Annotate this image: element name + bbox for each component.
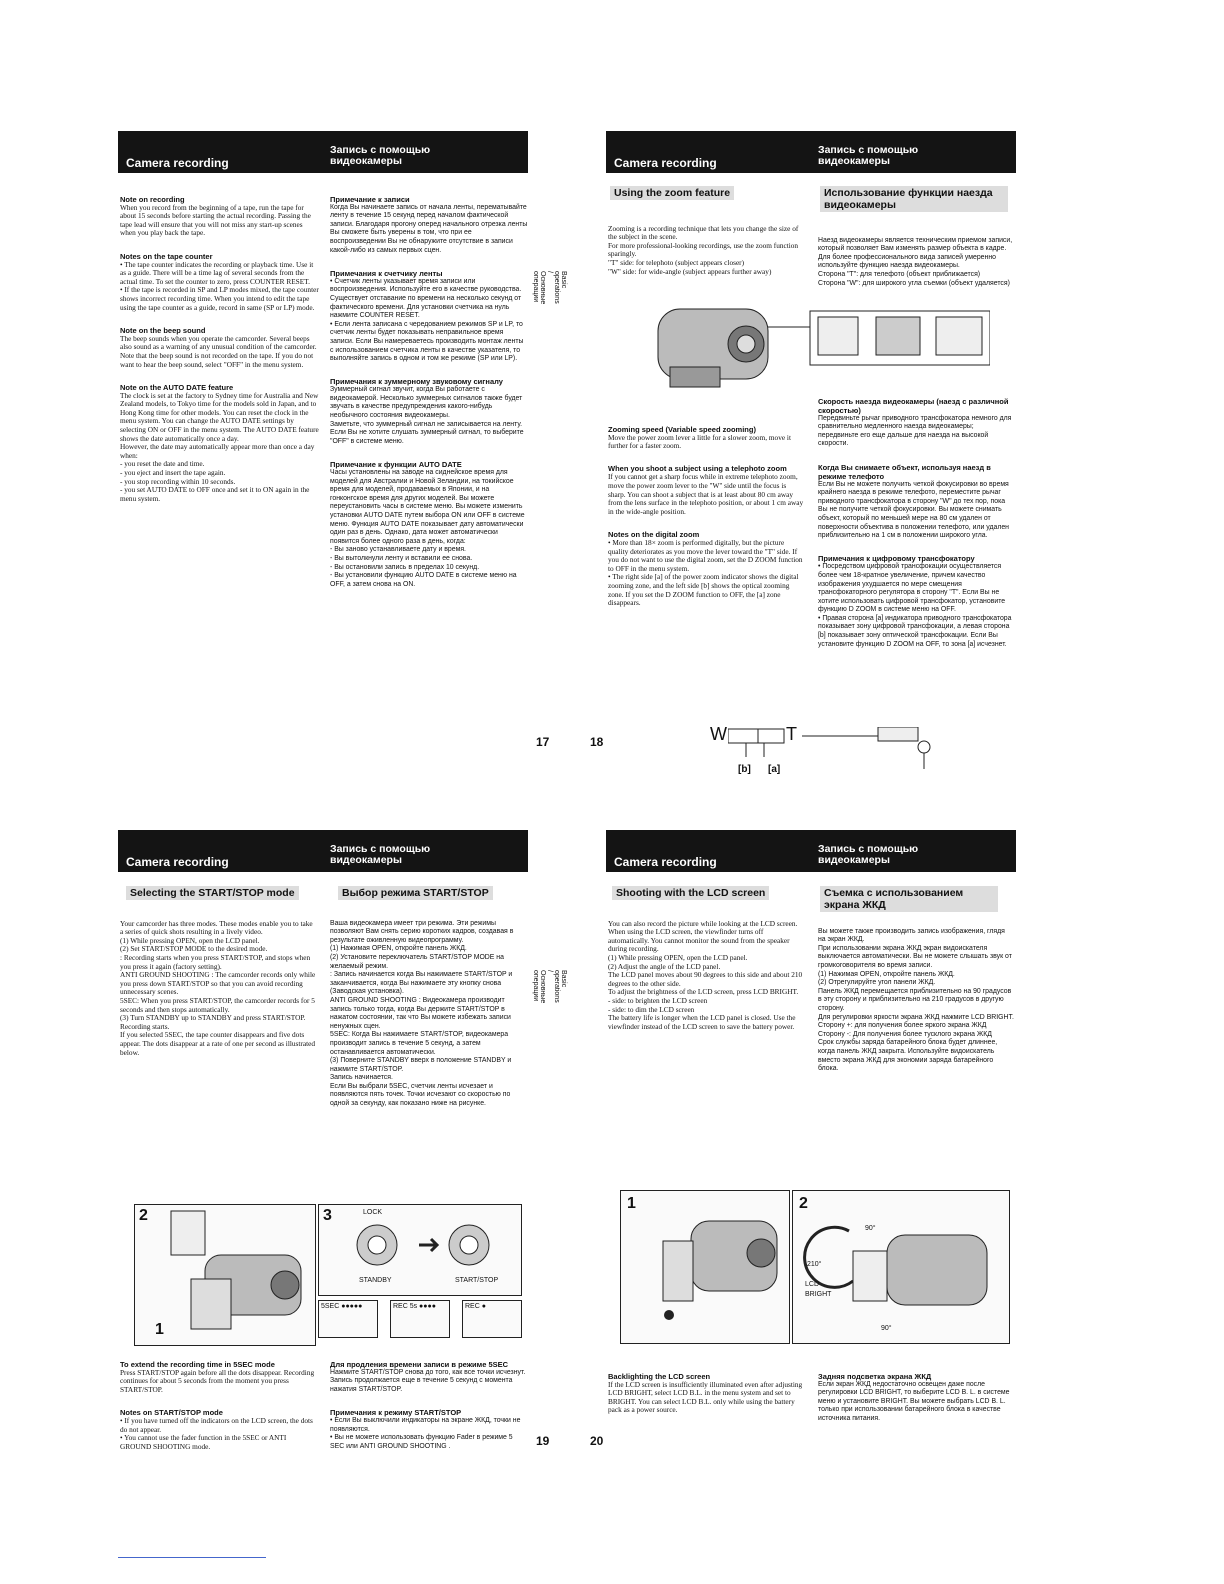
section-text: Зуммерный сигнал звучит, когда Вы работаете с видеокамерой. Несколько зуммерных сигналов также будет звучать в качестве предупреждения какого-нибудь необычного состояния видеокамеры. Заметьте, что зуммерный сигнал не записывается на ленту. Если Вы не хотите слушать зуммерный сигнал, то выберите "OFF" в системе меню. — [330, 386, 524, 445]
section-text: The clock is set at the factory to Sydney time for Australia and New Zealand models, to Tokyo time for the models sold in Japan, and to Hong Kong time for other models. You can reset the clock in the menu system. You can change the AUTO DATE settings by selecting ON or OFF in the menu system. The AUTO DATE feature shows the date automatically once a day. However, the date may automatically appear more than once a day when: - you reset the date and time. - you eject and insert the tape again. - you stop recording within 10 seconds. - you set AUTO DATE to OFF once and set it to ON again in the menu system. — [120, 390, 319, 503]
english-column — [120, 181, 320, 512]
lock-label: LOCK — [363, 1209, 383, 1216]
note-beep — [120, 326, 320, 369]
page-header — [118, 131, 528, 173]
section-text: Нажмите START/STOP снова до того, как все точки исчезнут. Запись продолжается еще в течение 5 секунд с момента нажатия START/STOP. — [330, 1368, 526, 1393]
section-text: You can also record the picture while looking at the LCD screen. When using the LCD screen, the viewfinder turns off automatically. You cannot monitor the sound from the speaker during recording. (1) While pressing OPEN, open the LCD panel. (2) Adjust the angle of the LCD panel. The LCD panel moves about 90 degrees to this side and about 210 degrees to the other side. To adjust the brightness of the LCD screen, press LCD BRIGHT. - side: to brighten the LCD screen - side: to dim the LCD screen The battery life is longer when the LCD panel is closed. Use the viewfinder instead of the LCD screen to save the battery power. — [608, 918, 803, 1031]
english-column — [608, 906, 804, 1040]
zoom-t-label: T — [786, 724, 797, 744]
section-text: When you record from the beginning of a tape, run the tape for about 15 seconds before starting the actual recording. Passing the tape lead will ensure that you will not miss any start-up scenes when you play back the tape. — [120, 202, 311, 238]
english-notes — [120, 1346, 316, 1460]
page-number: 17 — [536, 735, 550, 749]
section-heading: Для продления времени записи в режиме 5SEC — [330, 1359, 509, 1369]
page-header — [606, 131, 1016, 173]
zoom-speed — [608, 425, 804, 451]
header-title-ru: Запись с помощью видеокамеры — [330, 144, 431, 167]
telephoto-note-ru — [818, 463, 1014, 541]
figure-2-mode-switch — [134, 1204, 316, 1346]
russian-notes — [330, 1346, 526, 1460]
section-text: Press START/STOP again before all the dots disappear. Recording continues for about 5 seconds from the moment you press START/STOP. — [120, 1367, 315, 1394]
header-title-en: Camera recording — [126, 156, 229, 170]
side-tab: Basic operations / Основные операции — [532, 970, 567, 1004]
section-heading: Примечания к счетчику ленты — [330, 268, 443, 278]
digital-zoom-notes-ru — [818, 554, 1014, 649]
header-title-en: Camera recording — [126, 855, 229, 869]
rec-indicator-1 — [318, 1300, 378, 1338]
header-title-ru: Запись с помощью видеокамеры — [818, 144, 919, 167]
lcd-label: LCD — [805, 1281, 820, 1288]
section-heading: Примечания к цифровому трансфокатору — [818, 554, 975, 564]
section-heading: Примечания к зуммерному звуковому сигналу — [330, 377, 503, 387]
page-number: 20 — [590, 1434, 604, 1448]
section-heading: To extend the recording time in 5SEC mode — [120, 1359, 275, 1369]
extend-recording — [120, 1360, 316, 1395]
startstop-notes-ru — [330, 1408, 526, 1451]
backlight-section-ru — [818, 1372, 1014, 1424]
section-text: Если Вы не можете получить четкой фокусировки во время крайнего наезда в режиме телефото, переместите рычаг приводного трансфокатора в сторону "W" до тех пор, пока Вы не получите четкой фокусировки. Вы можете снимать объект, который по меньшей мере на 80 см удален от поверхности объектива в положении телефото, или удален приблизительно на 1 см в положении широкого угла. — [818, 480, 1009, 540]
page-number: 19 — [536, 1434, 550, 1448]
section-heading: Скорость наезда видеокамеры (наезд с различной скоростью) — [818, 396, 1009, 415]
standby-label: STANDBY — [359, 1277, 392, 1284]
section-text: Когда Вы начинаете запись от начала ленты, перематывайте ленту в течение 15 секунд перед началом фактической записи. Благодаря прогону оперед начального отрезка ленты Вы сможете быть уверены в том, что при ее воспроизведении Вы не обнаружите отсутствие в записи какой-либо из самых первых сцен. — [330, 203, 528, 254]
backlight-section — [608, 1372, 804, 1415]
note-recording — [120, 195, 320, 238]
figure-1-open-lcd — [620, 1190, 790, 1344]
lcd-intro — [608, 920, 804, 1032]
rec-indicator-3 — [462, 1300, 522, 1338]
section-heading: Notes on the tape counter — [120, 251, 213, 261]
header-title-ru: Запись с помощью видеокамеры — [330, 843, 431, 866]
figure-3-standby-switch — [318, 1204, 522, 1296]
extend-recording-ru — [330, 1360, 526, 1395]
angle-90-top: 90° — [865, 1225, 876, 1232]
figure-number: 1 — [155, 1321, 164, 1338]
section-text: • If you have turned off the indicators on the LCD screen, the dots do not appear. • You cannot use the fader function in the 5SEC or ANTI GROUND SHOOTING mode. — [120, 1415, 313, 1451]
english-column — [120, 906, 316, 1066]
section-heading: Примечания к режиму START/STOP — [330, 1407, 462, 1417]
russian-column — [818, 383, 1014, 658]
note-auto-date — [120, 383, 320, 504]
section-text: Наезд видеокамеры является техническим приемом записи, который позволяет Вам изменять размер объекта в кадре. Для более профессионального вида записей умеренно используйте функцию наезда видеокамеры. Сторона "T": для телефото (объект приближается) Сторона "W": для широкого угла съемки (объект удаляется) — [818, 236, 1013, 287]
section-heading: Backlighting the LCD screen — [608, 1371, 711, 1381]
section-text: Часы установлены на заводе на сиднейское время для моделей для Австралии и Новой Зеландии, на токийское время для моделей, продаваемых в Японии, и на гонконгское время для других моделей. Вы можете переустановить часы в системе меню. Вы можете изменить установки AUTO DATE путем выбора ON или OFF в системе меню. Функция AUTO DATE показывает дату автоматически один раз в день. Однако, дата может автоматически появится более одного раза в день, когда: - Вы заново устанавливаете дату и время. - Вы вытолкнули ленту и вставили ее снова. - Вы остановили запись в пределах 10 секунд. - Вы установили функцию AUTO DATE в системе меню на OFF, а затем снова на ON. — [330, 469, 525, 588]
footer-underline — [118, 1557, 266, 1558]
header-title-en: Camera recording — [614, 156, 717, 170]
note-tape-counter — [120, 252, 320, 313]
russian-backlight — [818, 1358, 1014, 1432]
section-heading: Примечание к функции AUTO DATE — [330, 460, 462, 470]
figure-number: 2 — [799, 1195, 808, 1212]
section-text: Ваша видеокамера имеет три режима. Эти режимы позволяют Вам снять серию коротких кадров, создавая в результате оживленную видеопрограмму. (1) Нажимая OPEN, откройте панель ЖКД. (2) Установите переключатель START/STOP MODE на желаемый режим. : Запись начинается когда Вы нажимаете START/STOP и заканчивается, когда Вы нажимаете эту кнопку снова (Заводская установка). ANTI GROUND SHOOTING : Видеокамера производит запись только тогда, когда Вы держите START/STOP в нажатом состоянии, так что Вы можете избежать записи ненужных сцен. 5SEC: Когда Вы нажимаете START/STOP, видеокамера производит запись в течение 5 секунд, а затем останавливается автоматически. (3) Поверните STANDBY вверх в положение STANDBY и нажмите START/STOP. Запись начинается. Если Вы выбрали 5SEC, счетчик ленты исчезает и появляются пять точек. Точки исчезают со скоростью по одной за секунду, как показано ниже на рисунке. — [330, 919, 514, 1108]
page-header — [606, 830, 1016, 872]
header-title-en: Camera recording — [614, 855, 717, 869]
section-text: Вы можете также производить запись изображения, глядя на экран ЖКД. При использовании экрана ЖКД экран видоискателя выключается автоматически. Вы не можете слышать звук от громкоговорителя во время записи. (1) Нажимая OPEN, откройте панель ЖКД. (2) Отрегулируйте угол панели ЖКД. Панель ЖКД перемещается приблизительно на 90 градусов в эту сторону и приблизительно на 210 градусов в другую сторону. Для регулировки яркости экрана ЖКД нажмите LCD BRIGHT. Сторону +: для получения более яркого экрана ЖКД Сторону -: Для получения более тусклого экрана ЖКД Срок службы заряда батарейного блока будет длиннее, когда панель ЖКД закрыта. Используйте видоискатель вместо экрана ЖКД для экономии заряда батарейного блока. — [818, 927, 1014, 1073]
topic-title-en: Using the zoom feature — [610, 186, 734, 200]
english-backlight — [608, 1358, 804, 1424]
section-heading: Note on the AUTO DATE feature — [120, 382, 234, 392]
zoom-speed-ru — [818, 397, 1014, 449]
section-heading: When you shoot a subject using a telephoto zoom — [608, 464, 787, 474]
lcd-intro-ru — [818, 928, 1014, 1074]
header-title-ru: Запись с помощью видеокамеры — [818, 843, 919, 866]
indicator-text: REC 5s ●●●● — [393, 1303, 436, 1310]
section-text: Move the power zoom lever a little for a slower zoom, move it further for a faster zoom. — [608, 432, 791, 451]
section-text: • Счетчик ленты указывает время записи или воспроизведения. Используйте его в качестве руководства. Существует отставание по времени на несколько секунд от фактического времени. Для установки счетчика на нуль нажмите COUNTER RESET. • Если лента записана с чередованием режимов SP и LP, то счетчик ленты будет показывать неправильное время записи. Если Вы намереваетесь производить монтаж ленты с использованием счетчика ленты в качестве указателя, то выполняйте запись в одном и том же режиме (SP или LP). — [330, 277, 524, 363]
zoom-intro-ru — [818, 237, 1014, 289]
section-text: • Если Вы выключили индикаторы на экране ЖКД, точки не появляются. • Вы не можете использовать функцию Fader в режиме 5 SEC или ANTI GROUND SHOOTING . — [330, 1416, 521, 1450]
section-text: • The tape counter indicates the recording or playback time. Use it as a guide. There will be a time lag of several seconds from the actual time. To set the counter to zero, press COUNTER RESET. • If the tape is recorded in SP and LP modes mixed, the tape counter shows incorrect recording time. When you intend to edit the tape using the tape counter as a guide, record in same (SP or LP) mode. — [120, 259, 319, 312]
section-heading: Примечание к записи — [330, 194, 410, 204]
section-heading: Notes on START/STOP mode — [120, 1407, 223, 1417]
section-text: If the LCD screen is insufficiently illuminated even after adjusting LCD BRIGHT, select LCD B.L. in the menu system and set to BRIGHT. You can select LCD B.L. only while using the battery pack as a power source. — [608, 1379, 803, 1415]
topic-title-ru: Выбор режима START/STOP — [338, 886, 493, 900]
angle-90-bottom: 90° — [881, 1325, 892, 1332]
figure-2-adjust-lcd — [792, 1190, 1010, 1344]
zoom-b-label: [b] — [738, 764, 751, 775]
angle-210: 210° — [807, 1261, 822, 1268]
side-tab: Basic operations / Основные операции — [532, 271, 567, 305]
figure-number: 2 — [139, 1207, 148, 1224]
section-text: Zooming is a recording technique that lets you change the size of the subject in the scene. For more professional-looking recordings, use the zoom function sparingly. "T" side: for telephoto (subject appears closer) "W" side: for wide-angle (subject appears further away) — [608, 223, 799, 276]
digital-zoom-notes — [608, 530, 804, 608]
zoom-w-label: W — [710, 724, 727, 744]
section-text: Передвиньте рычаг приводного трансфокатора немного для сравнительно медленного наезда видеокамеры; передвиньте его еще дальше для наезда на высокой скорости. — [818, 414, 1012, 448]
section-text: The beep sounds when you operate the camcorder. Several beeps also sound as a warning of any unusual condition of the camcorder. Note that the beep sound is not recorded on the tape. If you do not want to hear the beep sound, select "OFF" in the menu system. — [120, 333, 317, 369]
section-text: Если экран ЖКД недостаточно освещен даже после регулировки LCD BRIGHT, то выберите LCD B. L. в системе меню и установите BRIGHT. Вы можете выбрать LCD B. L. только при использовании батарейного блока в качестве источника питания. — [818, 1380, 1010, 1422]
section-heading: Note on the beep sound — [120, 325, 206, 335]
note-auto-date-ru — [330, 460, 528, 589]
startstop-intro — [120, 920, 316, 1058]
section-heading: Zooming speed (Variable speed zooming) — [608, 424, 756, 434]
startstop-notes — [120, 1408, 316, 1451]
rec-indicator-2 — [390, 1300, 450, 1338]
russian-column — [330, 181, 528, 598]
english-intro — [608, 211, 804, 285]
topic-title-en: Selecting the START/STOP mode — [126, 886, 299, 900]
page-header — [118, 830, 528, 872]
camcorder-drawing — [621, 1191, 789, 1343]
section-heading: Notes on the digital zoom — [608, 529, 700, 539]
startstop-label: START/STOP — [455, 1277, 499, 1284]
zoom-intro — [608, 225, 804, 277]
startstop-intro-ru — [330, 920, 526, 1109]
english-column — [608, 411, 804, 616]
section-heading: Когда Вы снимаете объект, используя наезд в режиме телефото — [818, 462, 991, 481]
note-tape-counter-ru — [330, 269, 528, 364]
topic-title-ru: Использование функции наезда видеокамеры — [820, 186, 1008, 212]
russian-intro — [818, 223, 1014, 297]
indicator-text: 5SEC ●●●●● — [321, 1303, 363, 1310]
zoom-a-label: [a] — [768, 764, 781, 775]
section-text: • More than 18× zoom is performed digitally, but the picture quality deteriorates as you move the lever toward the "T" side. If you do not want to use the digital zoom, set the D ZOOM function to OFF in the menu system. • The right side [a] of the power zoom indicator shows the digital zooming zone, and the left side [b] shows the optical zooming zone. If you set the D ZOOM function to OFF, the [a] zone disappears. — [608, 537, 803, 608]
indicator-text: REC ● — [465, 1303, 486, 1310]
topic-title-ru: Съемка с использованием экрана ЖКД — [820, 886, 998, 912]
page-number: 18 — [590, 735, 604, 749]
figure-number: 1 — [627, 1195, 636, 1212]
bright-label: BRIGHT — [805, 1291, 832, 1298]
section-text: Your camcorder has three modes. These modes enable you to take a series of quick shots resulting in a lively video. (1) While pressing OPEN, open the LCD panel. (2) Set START/STOP MODE to the desired mode. : Recording starts when you press START/STOP, and stops when you press it again (factory setting). ANTI GROUND SHOOTING : The camcorder records only while you press down START/STOP so that you can avoid recording unnecessary scenes. 5SEC: When you press START/STOP, the camcorder records for 5 seconds and then stops automatically. (3) Turn STANDBY up to STANDBY and press START/STOP. Recording starts. If you selected 5SEC, the tape counter disappears and five dots appear. The dots disappear at a rate of one per second as illustrated below. — [120, 918, 316, 1057]
topic-title-en: Shooting with the LCD screen — [612, 886, 769, 900]
lcd-rotation-drawing — [793, 1191, 1009, 1343]
section-text: If you cannot get a sharp focus while in extreme telephoto zoom, move the power zoom lever to the "W" side until the focus is sharp. You can shoot a subject that is at least about 80 cm away from the lens surface in the telephoto position, or about 1 cm away in the wide-angle position. — [608, 472, 804, 516]
telephoto-note — [608, 464, 804, 516]
russian-column — [818, 914, 1014, 1082]
russian-column — [330, 906, 526, 1117]
section-text: • Посредством цифровой трансфокации осуществляется более чем 18-кратное увеличение, причем качество изображения ухудшается по мере смещения трансфокаторного регулятора в сторону "T". Если Вы не хотите использовать цифровой трансфокатор, установите функцию D ZOOM в системе меню на OFF. • Правая сторона [a] индикатора приводного трансфокатора показывает зону цифровой трансфокации, а левая сторона [b] показывает зону оптической трансфокации. Если Вы установите функцию D ZOOM на OFF, то зона [a] исчезнет. — [818, 563, 1012, 648]
note-recording-ru — [330, 195, 528, 256]
section-heading: Note on recording — [120, 194, 185, 204]
note-beep-ru — [330, 377, 528, 446]
section-heading: Задняя подсветка экрана ЖКД — [818, 1371, 932, 1381]
figure-number: 3 — [323, 1207, 332, 1224]
